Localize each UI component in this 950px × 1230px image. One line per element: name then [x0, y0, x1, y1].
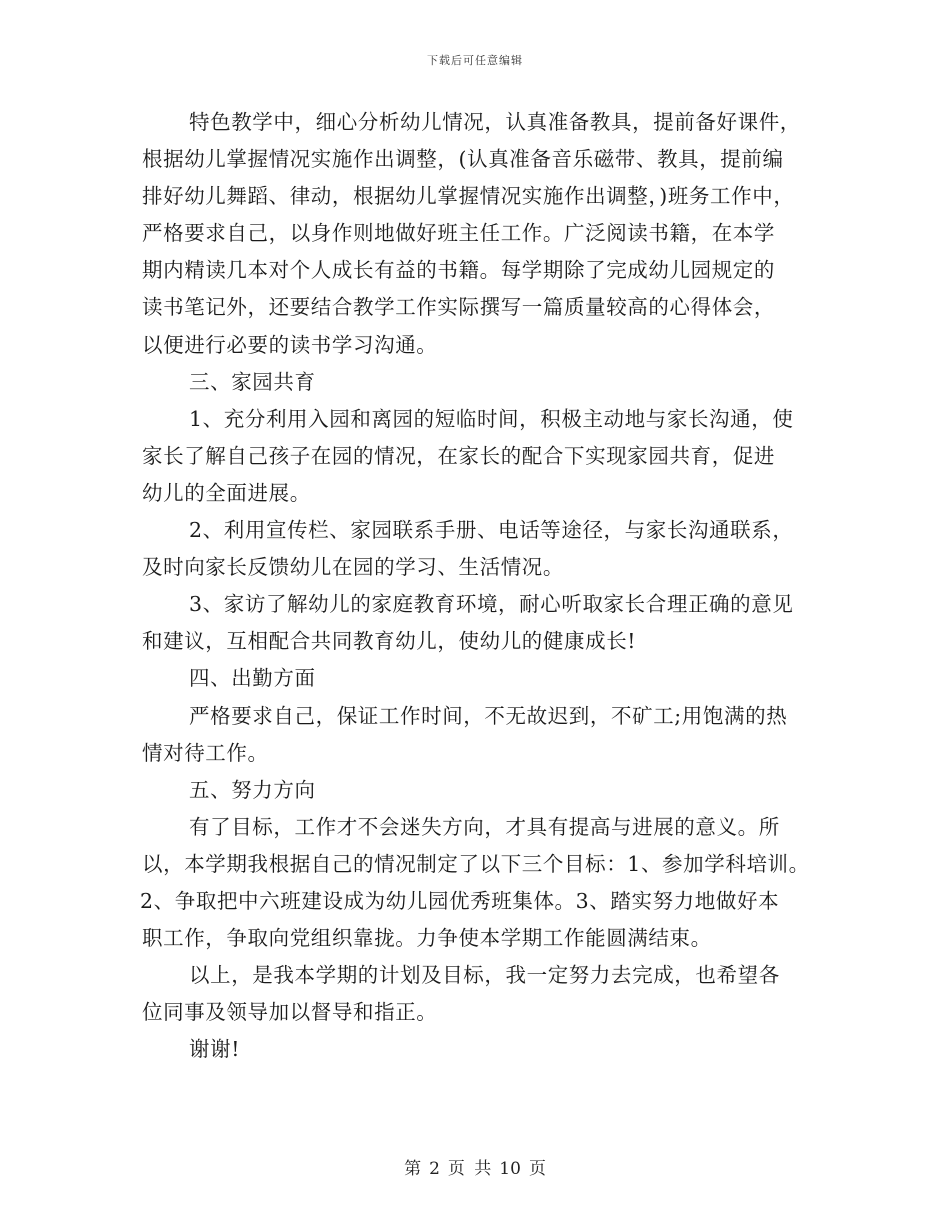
text-line: 严格要求自己，保证工作时间，不无故迟到，不矿工;用饱满的热 [189, 703, 788, 728]
text-line: 根据幼儿掌握情况实施作出调整，(认真准备音乐磁带、教具，提前编 [142, 147, 784, 172]
text-line: 以上，是我本学期的计划及目标，我一定努力去完成，也希望各 [189, 963, 780, 988]
text-line: 3、家访了解幼儿的家庭教育环境，耐心听取家长合理正确的意见 [189, 592, 794, 617]
text-line: 和建议，互相配合共同教育幼儿，使幼儿的健康成长! [142, 629, 637, 654]
text-line: 谢谢! [189, 1037, 241, 1062]
footer-mid: 页 共 [447, 1159, 492, 1179]
footer-current-page: 2 [429, 1159, 440, 1179]
text-line: 职工作，争取向党组织靠拢。力争使本学期工作能圆满结束。 [142, 926, 712, 951]
text-line: 期内精读几本对个人成长有益的书籍。每学期除了完成幼儿园规定的 [142, 258, 775, 283]
footer-prefix: 第 [404, 1159, 422, 1179]
text-line: 1、充分利用入园和离园的短临时间，积极主动地与家长沟通，使 [189, 406, 794, 431]
text-line: 2、争取把中六班建设成为幼儿园优秀班集体。3、踏实努力地做好本 [140, 888, 780, 913]
page-footer [0, 1154, 950, 1179]
text-line: 家长了解自己孩子在园的情况，在家长的配合下实现家园共育，促进 [142, 443, 775, 468]
text-line: 有了目标，工作才不会迷失方向，才具有提高与进展的意义。所 [189, 814, 780, 839]
text-line: 四、出勤方面 [189, 666, 316, 691]
text-line: 以便进行必要的读书学习沟通。 [142, 332, 438, 357]
page-header: 下载后可任意编辑 [427, 54, 523, 67]
text-line: 情对待工作。 [142, 740, 269, 765]
document-body [142, 104, 822, 1068]
text-line: 五、努力方向 [189, 777, 316, 802]
text-line: 读书笔记外，还要结合教学工作实际撰写一篇质量较高的心得体会， [142, 295, 775, 320]
footer-suffix: 页 [528, 1159, 546, 1179]
text-line: 及时向家长反馈幼儿在园的学习、生活情况。 [142, 555, 564, 580]
text-line: 幼儿的全面进展。 [142, 480, 311, 505]
footer-total-pages: 10 [499, 1159, 521, 1179]
text-line: 特色教学中，细心分析幼儿情况，认真准备教具，提前备好课件， [189, 110, 801, 134]
text-line: 位同事及领导加以督导和指正。 [142, 1000, 438, 1025]
text-line: 三、家园共育 [189, 369, 316, 394]
text-line: 2、利用宣传栏、家园联系手册、电话等途径，与家长沟通联系， [189, 518, 794, 543]
text-line: 严格要求自己，以身作则地做好班主任工作。广泛阅读书籍，在本学 [142, 221, 775, 246]
text-line: 排好幼儿舞蹈、律动，根据幼儿掌握情况实施作出调整，)班务工作中， [142, 184, 795, 209]
text-line: 以，本学期我根据自己的情况制定了以下三个目标：1、参加学科培训。 [142, 851, 810, 876]
